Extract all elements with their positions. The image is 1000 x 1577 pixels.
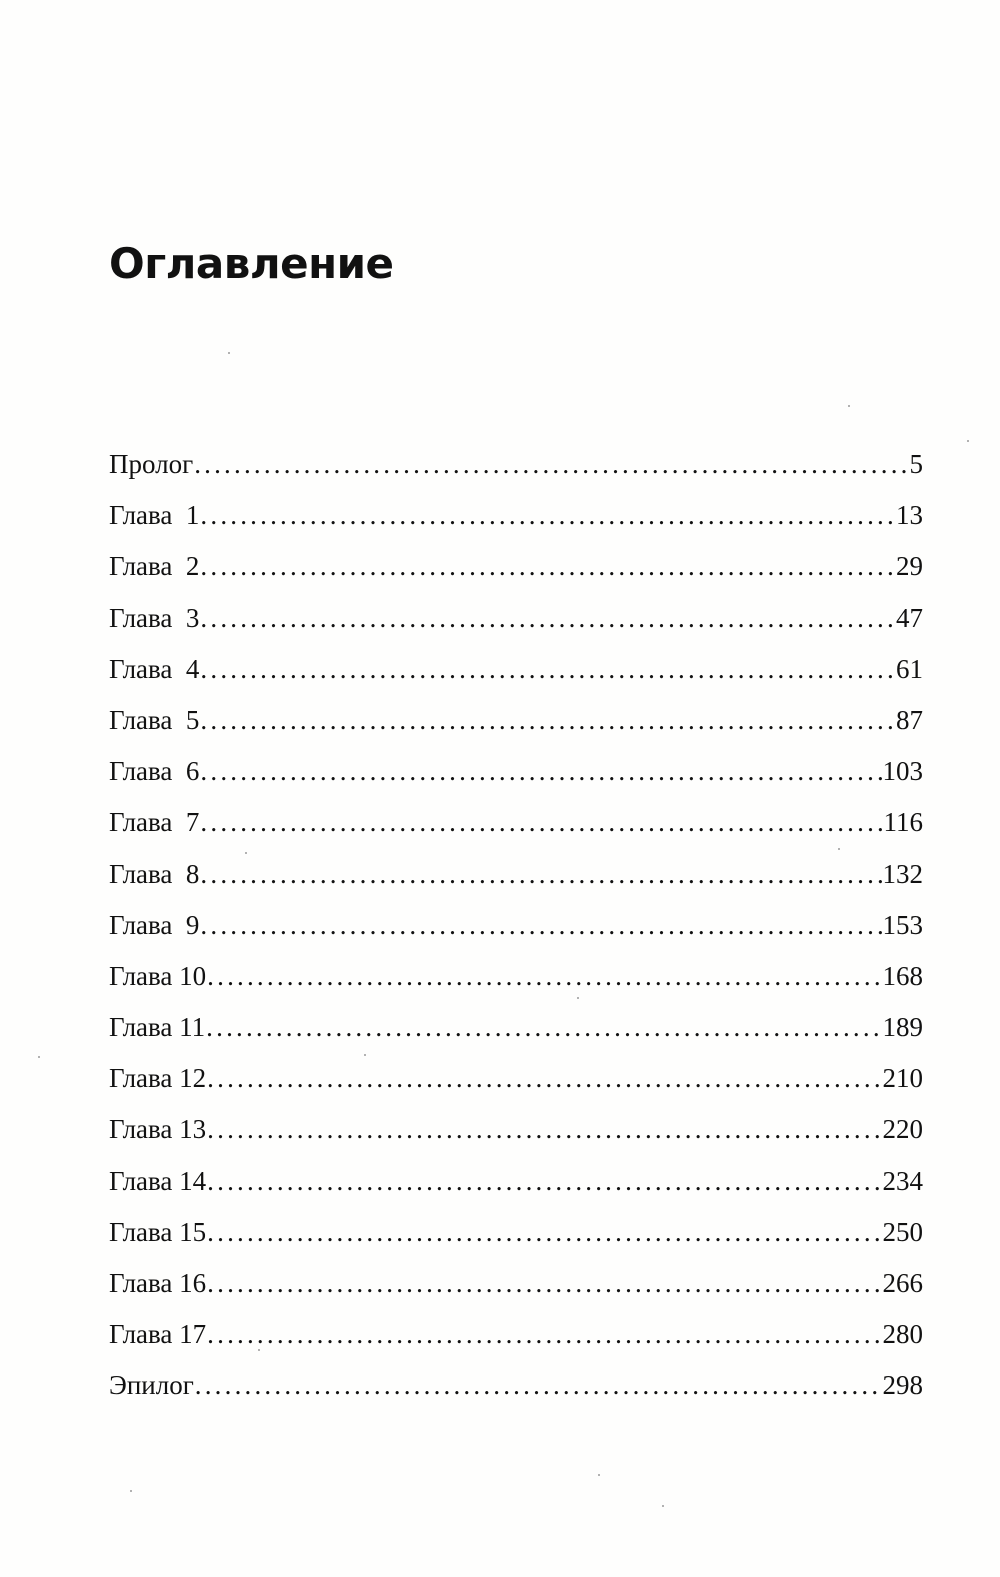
toc-entry-page-number: 280 bbox=[882, 1319, 923, 1350]
toc-entry-page-number: 220 bbox=[882, 1114, 923, 1145]
toc-entry-title: Глава 6 bbox=[109, 756, 200, 787]
toc-entry-title: Эпилог bbox=[109, 1370, 194, 1401]
dot-leader bbox=[207, 1058, 881, 1098]
toc-entry-page-number: 250 bbox=[882, 1216, 923, 1247]
scan-speck bbox=[662, 1505, 664, 1507]
toc-entry-page-number: 103 bbox=[882, 756, 923, 787]
toc-entry-chapter-7 bbox=[109, 802, 923, 853]
dot-leader bbox=[207, 1212, 881, 1252]
toc-entry-page-number: 234 bbox=[882, 1165, 923, 1196]
toc-entry-chapter-5 bbox=[109, 700, 923, 751]
scan-speck bbox=[130, 1490, 132, 1492]
dot-leader bbox=[200, 598, 895, 638]
toc-entry-chapter-6 bbox=[109, 751, 923, 802]
toc-entry-chapter-4 bbox=[109, 649, 923, 700]
scan-speck bbox=[245, 852, 247, 854]
toc-entry-page-number: 5 bbox=[909, 449, 923, 479]
toc-entry-title: Глава 12 bbox=[109, 1063, 207, 1094]
toc-entry-page-number: 153 bbox=[882, 909, 923, 940]
dot-leader bbox=[200, 649, 895, 689]
toc-entry-title: Глава 15 bbox=[109, 1216, 207, 1247]
scan-speck bbox=[258, 1349, 260, 1351]
toc-entry-chapter-16 bbox=[109, 1263, 923, 1314]
dot-leader bbox=[207, 1161, 881, 1201]
toc-entry-page-number: 13 bbox=[896, 500, 923, 531]
table-of-contents bbox=[109, 444, 923, 1417]
toc-entry-page-number: 87 bbox=[896, 704, 923, 735]
toc-entry-title: Глава 5 bbox=[109, 704, 200, 735]
dot-leader bbox=[207, 1314, 881, 1354]
toc-entry-title: Глава 10 bbox=[109, 960, 207, 991]
toc-entry-title: Глава 2 bbox=[109, 551, 200, 582]
toc-entry-page-number: 47 bbox=[896, 602, 923, 633]
scan-speck bbox=[38, 1056, 40, 1058]
scan-speck bbox=[364, 1054, 366, 1056]
toc-entry-epilogue bbox=[109, 1365, 923, 1416]
toc-entry-title: Глава 8 bbox=[109, 858, 200, 889]
dot-leader bbox=[195, 1365, 882, 1405]
dot-leader bbox=[200, 802, 882, 842]
toc-entry-title: Глава 7 bbox=[109, 807, 200, 838]
toc-entry-page-number: 189 bbox=[882, 1012, 923, 1043]
toc-entry-page-number: 168 bbox=[882, 960, 923, 991]
dot-leader bbox=[200, 546, 895, 586]
toc-entry-page-number: 116 bbox=[883, 807, 923, 838]
dot-leader bbox=[200, 700, 895, 740]
page-title: Оглавление bbox=[109, 239, 394, 288]
dot-leader bbox=[207, 956, 881, 996]
toc-entry-page-number: 298 bbox=[882, 1370, 923, 1401]
toc-entry-chapter-13 bbox=[109, 1109, 923, 1160]
dot-leader bbox=[200, 751, 881, 791]
toc-entry-chapter-14 bbox=[109, 1161, 923, 1212]
dot-leader bbox=[207, 1109, 881, 1149]
scan-speck bbox=[228, 352, 230, 354]
toc-entry-title: Глава 3 bbox=[109, 602, 200, 633]
toc-entry-chapter-12 bbox=[109, 1058, 923, 1109]
toc-entry-title: Пролог bbox=[109, 449, 194, 479]
toc-entry-chapter-17 bbox=[109, 1314, 923, 1365]
toc-entry-title: Глава 11 bbox=[109, 1012, 206, 1043]
toc-entry-title: Глава 14 bbox=[109, 1165, 207, 1196]
scan-speck bbox=[577, 997, 579, 999]
dot-leader bbox=[206, 1007, 881, 1047]
toc-entry-page-number: 132 bbox=[882, 858, 923, 889]
dot-leader bbox=[194, 444, 908, 484]
toc-entry-chapter-2 bbox=[109, 546, 923, 597]
dot-leader bbox=[200, 905, 881, 945]
scan-speck bbox=[598, 1474, 600, 1476]
dot-leader bbox=[200, 495, 895, 535]
toc-entry-title: Глава 17 bbox=[109, 1319, 207, 1350]
scan-speck bbox=[967, 440, 969, 442]
dot-leader bbox=[200, 854, 881, 894]
scan-speck bbox=[848, 405, 850, 407]
dot-leader bbox=[207, 1263, 881, 1303]
toc-entry-title: Глава 1 bbox=[109, 500, 200, 531]
scan-speck bbox=[838, 848, 840, 850]
toc-entry-prologue bbox=[109, 444, 923, 495]
toc-entry-chapter-1 bbox=[109, 495, 923, 546]
toc-entry-chapter-9 bbox=[109, 905, 923, 956]
toc-entry-chapter-8 bbox=[109, 854, 923, 905]
toc-entry-chapter-10 bbox=[109, 956, 923, 1007]
toc-entry-title: Глава 4 bbox=[109, 653, 200, 684]
toc-entry-page-number: 29 bbox=[896, 551, 923, 582]
toc-entry-page-number: 266 bbox=[882, 1268, 923, 1298]
toc-entry-title: Глава 16 bbox=[109, 1268, 207, 1298]
toc-entry-page-number: 210 bbox=[882, 1063, 923, 1094]
toc-entry-chapter-3 bbox=[109, 598, 923, 649]
toc-entry-chapter-11 bbox=[109, 1007, 923, 1058]
toc-entry-page-number: 61 bbox=[896, 653, 923, 684]
toc-entry-chapter-15 bbox=[109, 1212, 923, 1263]
toc-entry-title: Глава 9 bbox=[109, 909, 200, 940]
toc-entry-title: Глава 13 bbox=[109, 1114, 207, 1145]
